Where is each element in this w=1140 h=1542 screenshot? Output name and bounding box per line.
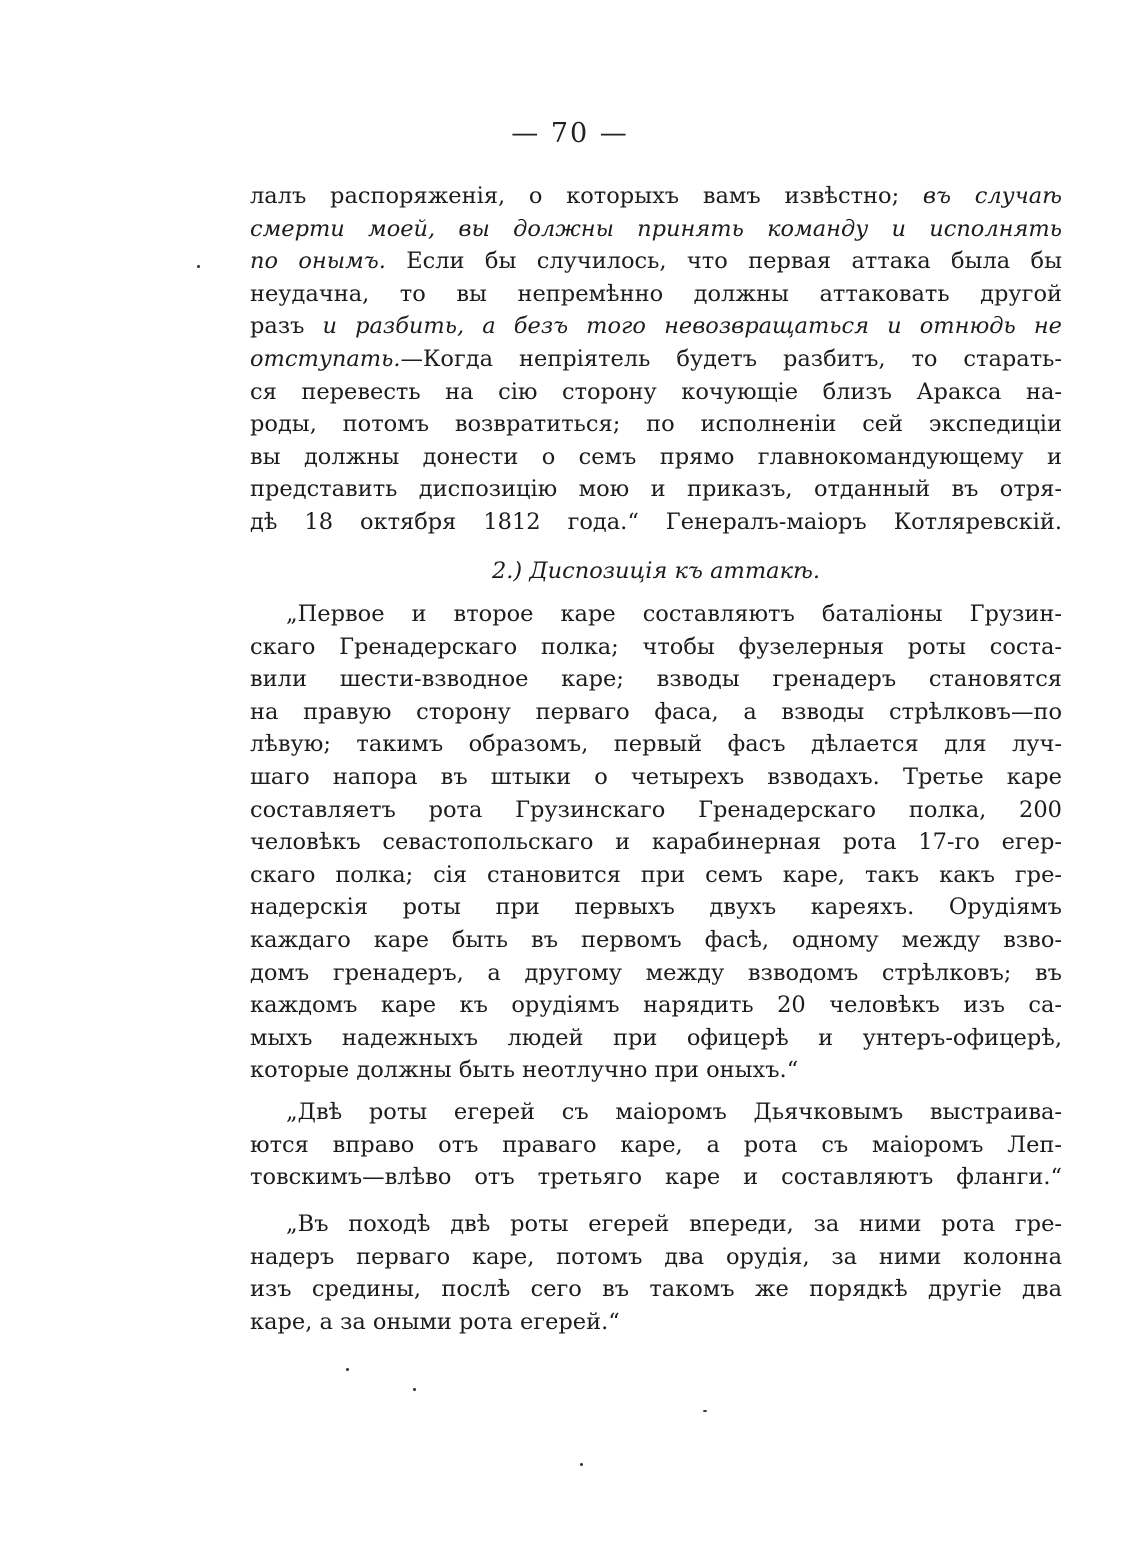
ink-speck: [197, 265, 200, 268]
text-line: составляетъ рота Грузинскаго Гренадерскаго полка, 200: [250, 796, 1062, 823]
text-line: вили шести-взводное каре; взводы гренадеръ становятся: [250, 666, 1062, 693]
text-line: изъ средины, послѣ сего въ такомъ же порядкѣ другіе два: [250, 1276, 1062, 1303]
text-line: представить диспозицію мою и приказъ, отданный въ отря-: [250, 476, 1062, 503]
text-line: дѣ 18 октября 1812 года.“ Генералъ-маіоръ Котляревскій.: [250, 508, 1062, 535]
text-line: смерти моей, вы должны принять команду и исполнять: [250, 215, 1062, 242]
text-line: каждомъ каре къ орудіямъ нарядить 20 человѣкъ изъ са-: [250, 992, 1062, 1019]
ink-speck: [346, 1368, 349, 1371]
section-heading: [250, 554, 1062, 588]
text-line: каждаго каре быть въ первомъ фасѣ, одному между взво-: [250, 926, 1062, 953]
text-line: домъ гренадеръ, а другому между взводомъ стрѣлковъ; въ: [250, 959, 1062, 986]
text-line: надеръ перваго каре, потомъ два орудія, за ними колонна: [250, 1243, 1062, 1270]
ink-speck: [580, 1463, 583, 1466]
text-line: „Первое и второе каре составляютъ баталіоны Грузин-: [286, 601, 1062, 627]
text-line: „Двѣ роты егерей съ маіоромъ Дьячковымъ выстраива-: [286, 1099, 1062, 1125]
text-line: роды, потомъ возвратиться; по исполненіи сей экспедиціи: [250, 411, 1062, 438]
paragraph-march: [250, 1208, 1062, 1338]
text-line: каре, а за оными рота егерей.“: [250, 1308, 620, 1335]
paragraph-chasseurs: [250, 1096, 1062, 1194]
text-line: мыхъ надежныхъ людей при офицерѣ и унтеръ-офицерѣ,: [250, 1024, 1062, 1051]
text-line: отступать.—Когда непріятель будетъ разбитъ, то старать-: [250, 345, 1062, 372]
text-line: лалъ распоряженія, о которыхъ вамъ извѣстно; въ случаѣ: [250, 183, 1062, 209]
text-line: скаго Гренадерскаго полка; чтобы фузелерныя роты соста-: [250, 633, 1062, 660]
text-line: неудачна, то вы непремѣнно должны аттаковать другой: [250, 280, 1062, 307]
text-line: скаго полка; сія становится при семъ каре, такъ какъ гре-: [250, 861, 1062, 888]
heading-text: 2.) Диспозиція къ аттакѣ.: [491, 558, 821, 584]
text-line: ются вправо отъ праваго каре, а рота съ маіоромъ Леп-: [250, 1131, 1062, 1158]
paragraph-disposition: [250, 598, 1062, 1087]
text-line: которые должны быть неотлучно при оныхъ.“: [250, 1057, 799, 1084]
text-line: лѣвую; такимъ образомъ, первый фасъ дѣлается для луч-: [250, 731, 1062, 758]
text-line: вы должны донести о семъ прямо главнокомандующему и: [250, 443, 1062, 470]
text-line: ся перевесть на сію сторону кочующіе близъ Аракса на-: [250, 378, 1062, 405]
text-line: товскимъ—влѣво отъ третьяго каре и составляютъ фланги.“: [250, 1164, 1062, 1191]
text-line: по онымъ. Если бы случилось, что первая аттака была бы: [250, 248, 1062, 275]
text-line: шаго напора въ штыки о четырехъ взводахъ. Третье каре: [250, 763, 1062, 790]
paragraph-letter-end: [250, 180, 1062, 539]
text-line: на правую сторону перваго фаса, а взводы стрѣлковъ—по: [250, 698, 1062, 725]
text-line: разъ и разбить, а безъ того невозвращаться и отнюдь не: [250, 313, 1063, 340]
ink-speck: [413, 1388, 416, 1391]
text-line: „Въ походѣ двѣ роты егерей впереди, за ними рота гре-: [286, 1211, 1062, 1237]
text-line: надерскія роты при первыхъ двухъ кареяхъ. Орудіямъ: [250, 894, 1062, 921]
ink-speck: [703, 1410, 707, 1412]
page-number: — 70 —: [511, 118, 629, 149]
text-line: человѣкъ севастопольскаго и карабинерная рота 17-го егер-: [250, 829, 1062, 856]
